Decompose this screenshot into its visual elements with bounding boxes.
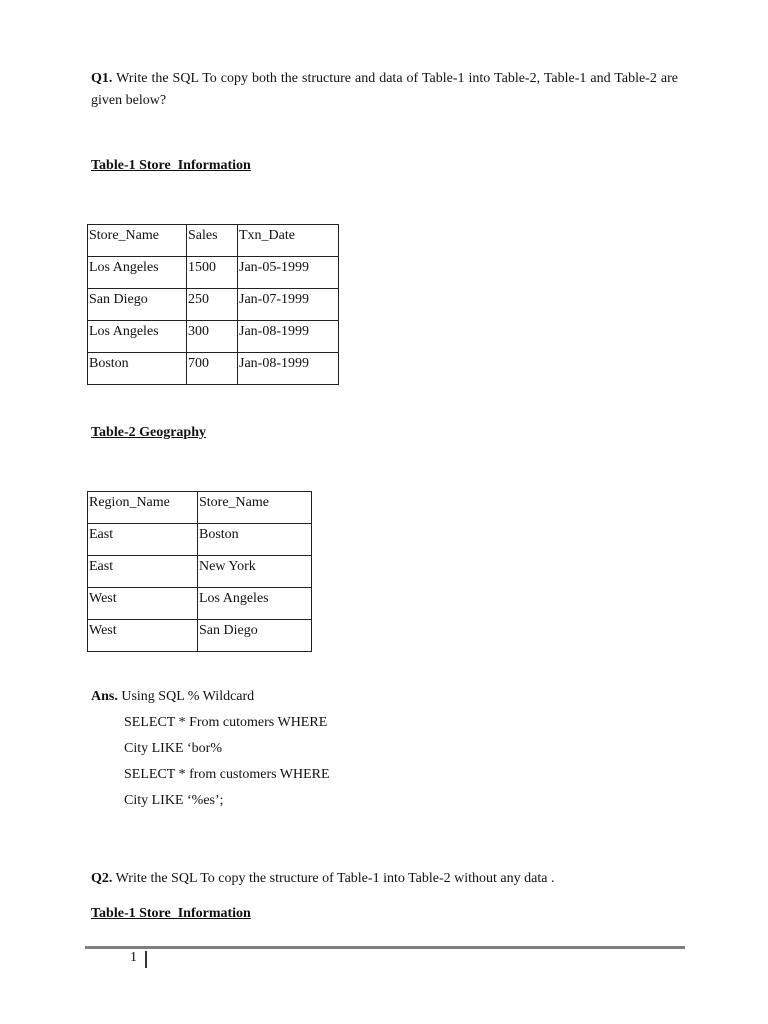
table-cell: East [88,556,198,588]
answer-intro: Using SQL % Wildcard [121,689,255,704]
table-cell: Boston [88,353,187,385]
table-cell: New York [198,556,312,588]
table-row [88,620,312,652]
table-row [88,588,312,620]
footer-divider [85,946,685,949]
table-cell: Jan-08-1999 [238,353,339,385]
table-row [88,321,339,353]
table-cell: 300 [187,321,238,353]
table-cell: Jan-05-1999 [238,257,339,289]
table-cell: Los Angeles [88,257,187,289]
store-information-table [87,224,339,385]
table-row [88,257,339,289]
sql-line: SELECT * from customers WHERE [124,767,330,782]
sql-line: City LIKE ‘bor% [124,741,222,756]
question-1-label: Q1. [91,71,113,86]
table-cell: 1500 [187,257,238,289]
table-row [88,353,339,385]
table-cell: East [88,524,198,556]
table-cell: Los Angeles [88,321,187,353]
header-cell: Store_Name [88,225,187,257]
page-number-bar [145,951,147,968]
table-cell: Jan-08-1999 [238,321,339,353]
table-cell: Jan-07-1999 [238,289,339,321]
sql-line: City LIKE ‘%es’; [124,793,224,808]
table-1-title: Table-1 Store_Information [91,158,251,173]
table-2-title: Table-2 Geography [91,425,206,440]
table-cell: West [88,620,198,652]
table-cell: San Diego [88,289,187,321]
table-1-title-repeat: Table-1 Store_Information [91,906,251,921]
answer-block [91,684,330,814]
table-row [88,289,339,321]
table-cell: Boston [198,524,312,556]
answer-label: Ans. [91,689,118,704]
question-1-text: Write the SQL To copy both the structure and data of Table-1 into Table-2, Table-1 and Table-2 are given below? [91,71,678,108]
table-cell: 250 [187,289,238,321]
answer-intro-line [91,684,330,710]
table-cell: West [88,588,198,620]
question-2-label: Q2. [91,871,113,886]
question-2 [91,871,554,887]
table-row [88,524,312,556]
header-cell: Region_Name [88,492,198,524]
header-cell: Store_Name [198,492,312,524]
question-2-text: Write the SQL To copy the structure of Table-1 into Table-2 without any data . [115,871,555,886]
table-cell: 700 [187,353,238,385]
table-header-row [88,492,312,524]
table-cell: San Diego [198,620,312,652]
table-row [88,556,312,588]
header-cell: Sales [187,225,238,257]
table-header-row [88,225,339,257]
table-cell: Los Angeles [198,588,312,620]
geography-table [87,491,312,652]
page-number: 1 [130,950,137,965]
question-1 [91,68,678,112]
sql-line: SELECT * From cutomers WHERE [124,715,328,730]
header-cell: Txn_Date [238,225,339,257]
